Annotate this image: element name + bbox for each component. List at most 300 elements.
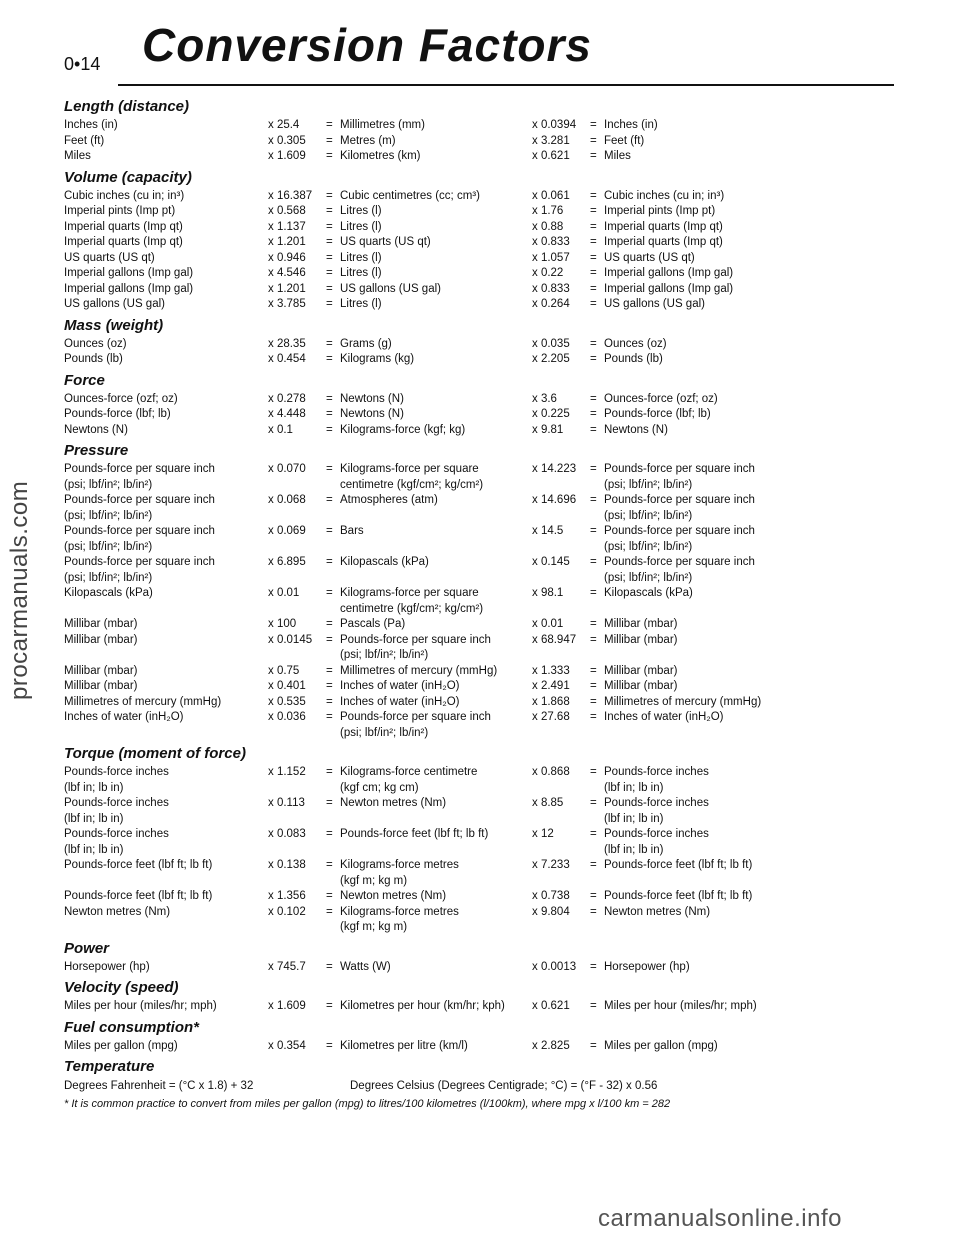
back-unit: Inches (in) [604, 119, 658, 131]
section [64, 1019, 804, 1055]
equals: = [590, 587, 597, 599]
inverse-factor: x 0.621 [532, 150, 570, 162]
from-unit: Pounds-force per square inch (psi; lbf/in²; lb/in²) [64, 463, 215, 491]
section [64, 98, 804, 165]
equals: = [326, 220, 333, 233]
to-unit: Newton metres (Nm) [340, 890, 447, 902]
back-unit: Pounds-force feet (lbf ft; lb ft) [604, 890, 753, 902]
factor: x 0.070 [268, 463, 306, 475]
table-row [64, 134, 804, 150]
from-unit: Millimetres of mercury (mmHg) [64, 695, 222, 708]
inverse-factor: x 3.6 [532, 392, 557, 405]
from-unit: Millibar (mbar) [64, 633, 138, 646]
inverse-factor: x 8.85 [532, 797, 564, 809]
table-row [64, 423, 804, 439]
equals: = [590, 134, 597, 147]
to-unit: Pascals (Pa) [340, 618, 406, 630]
equals: = [326, 633, 333, 646]
back-unit: Pounds-force inches (lbf in; lb in) [604, 797, 709, 825]
equals: = [326, 890, 333, 902]
equals: = [590, 556, 597, 568]
equals: = [590, 525, 597, 537]
to-unit: Kilometres (km) [340, 150, 421, 162]
equals: = [590, 298, 597, 310]
equals: = [590, 220, 597, 233]
from-unit: Newton metres (Nm) [64, 905, 171, 918]
table-row [64, 235, 804, 251]
page-number: 0•14 [64, 54, 101, 74]
from-unit: US quarts (US qt) [64, 251, 155, 264]
from-unit: Horsepower (hp) [64, 960, 150, 973]
factor: x 0.069 [268, 525, 306, 537]
inverse-factor: x 0.264 [532, 298, 570, 310]
inverse-factor: x 2.491 [532, 680, 570, 692]
equals: = [326, 251, 333, 264]
from-unit: Ounces-force (ozf; oz) [64, 392, 178, 405]
table-row [64, 392, 804, 408]
section-title: Fuel consumption* [64, 1018, 199, 1036]
to-unit: Kilograms-force centimetre (kgf cm; kg cm) [340, 766, 478, 794]
to-unit: Grams (g) [340, 337, 392, 350]
equals: = [326, 267, 333, 279]
to-unit: Kilograms-force per square centimetre (kgf/cm²; kg/cm²) [340, 587, 484, 615]
equals: = [590, 766, 597, 778]
back-unit: Imperial gallons (Imp gal) [604, 267, 734, 279]
side-watermark: procarmanuals.com [6, 480, 33, 700]
equals: = [326, 828, 333, 840]
inverse-factor: x 0.22 [532, 267, 564, 279]
from-unit: Pounds-force inches (lbf in; lb in) [64, 766, 169, 794]
equals: = [590, 423, 597, 436]
section [64, 317, 804, 368]
section [64, 442, 804, 741]
table-row [64, 251, 804, 267]
equals: = [590, 282, 597, 295]
back-unit: Inches of water (inH₂O) [604, 711, 724, 723]
inverse-factor: x 1.868 [532, 695, 570, 708]
to-unit: US gallons (US gal) [340, 282, 441, 295]
section [64, 940, 804, 976]
from-unit: Pounds-force feet (lbf ft; lb ft) [64, 890, 213, 902]
temperature-row [64, 1078, 804, 1094]
to-unit: US quarts (US qt) [340, 236, 431, 248]
title-rule [118, 84, 894, 86]
equals: = [326, 556, 333, 568]
back-unit: Ounces (oz) [604, 337, 667, 350]
back-unit: Millibar (mbar) [604, 664, 678, 677]
to-unit: Kilograms (kg) [340, 353, 415, 365]
table-row [64, 118, 804, 134]
to-unit: Kilograms-force metres (kgf m; kg m) [340, 905, 459, 933]
inverse-factor: x 0.035 [532, 337, 570, 350]
factor: x 100 [268, 618, 297, 630]
section [64, 169, 804, 313]
back-unit: US quarts (US qt) [604, 251, 695, 264]
table-row [64, 889, 804, 905]
inverse-factor: x 0.0394 [532, 119, 577, 131]
page-header [0, 0, 960, 90]
from-unit: Inches (in) [64, 119, 118, 131]
from-unit: Imperial gallons (Imp gal) [64, 267, 194, 279]
factor: x 0.354 [268, 1039, 306, 1052]
table-row [64, 999, 804, 1015]
from-unit: Millibar (mbar) [64, 664, 138, 677]
back-unit: Imperial gallons (Imp gal) [604, 282, 734, 295]
factor: x 745.7 [268, 960, 306, 973]
section [64, 979, 804, 1015]
factor: x 0.278 [268, 392, 306, 405]
to-unit: Watts (W) [340, 960, 391, 973]
conversion-table [64, 94, 804, 1114]
from-unit: Pounds-force inches (lbf in; lb in) [64, 797, 169, 825]
factor: x 0.535 [268, 695, 306, 708]
inverse-factor: x 1.057 [532, 251, 570, 264]
back-unit: Ounces-force (ozf; oz) [604, 392, 718, 405]
table-row [64, 586, 804, 617]
section-title: Power [64, 939, 110, 957]
table-row [64, 765, 804, 796]
to-unit: Millimetres of mercury (mmHg) [340, 664, 498, 677]
table-row [64, 827, 804, 858]
from-unit: Inches of water (inH₂O) [64, 711, 184, 723]
table-row [64, 462, 804, 493]
factor: x 0.454 [268, 353, 306, 365]
factor: x 0.401 [268, 680, 306, 692]
equals: = [590, 150, 597, 162]
inverse-factor: x 1.333 [532, 664, 570, 677]
back-unit: Kilopascals (kPa) [604, 587, 693, 599]
section-title: Force [64, 371, 105, 389]
equals: = [590, 905, 597, 918]
factor: x 0.068 [268, 494, 306, 506]
inverse-factor: x 1.76 [532, 205, 564, 217]
to-unit: Inches of water (inH₂O) [340, 695, 460, 708]
inverse-factor: x 0.833 [532, 282, 570, 295]
to-unit: Cubic centimetres (cc; cm³) [340, 189, 480, 202]
factor: x 0.083 [268, 828, 306, 840]
equals: = [326, 525, 333, 537]
inverse-factor: x 0.225 [532, 408, 570, 420]
from-unit: Millibar (mbar) [64, 680, 138, 692]
equals: = [326, 859, 333, 871]
table-row [64, 679, 804, 695]
inverse-factor: x 27.68 [532, 711, 570, 723]
to-unit: Kilograms-force per square centimetre (kgf/cm²; kg/cm²) [340, 463, 484, 491]
factor: x 0.305 [268, 134, 306, 147]
to-unit: Newtons (N) [340, 392, 404, 405]
equals: = [326, 134, 333, 147]
from-unit: Pounds-force per square inch (psi; lbf/in²; lb/in²) [64, 556, 215, 584]
factor: x 0.102 [268, 905, 306, 918]
equals: = [326, 282, 333, 295]
equals: = [590, 408, 597, 420]
equals: = [326, 408, 333, 420]
back-unit: Feet (ft) [604, 134, 645, 147]
back-unit: Pounds-force (lbf; lb) [604, 408, 711, 420]
back-unit: Imperial quarts (Imp qt) [604, 236, 723, 248]
table-row [64, 695, 804, 711]
inverse-factor: x 14.223 [532, 463, 577, 475]
back-unit: Newton metres (Nm) [604, 905, 711, 918]
equals: = [326, 150, 333, 162]
factor: x 0.138 [268, 859, 306, 871]
inverse-factor: x 0.88 [532, 220, 564, 233]
equals: = [590, 189, 597, 202]
table-row [64, 905, 804, 936]
back-unit: Miles per hour (miles/hr; mph) [604, 1000, 757, 1012]
to-unit: Litres (l) [340, 267, 382, 279]
equals: = [326, 960, 333, 973]
to-unit: Pounds-force per square inch (psi; lbf/in²; lb/in²) [340, 633, 491, 661]
table-row [64, 297, 804, 313]
inverse-factor: x 0.0013 [532, 960, 577, 973]
from-unit: Miles [64, 150, 91, 162]
back-unit: Millibar (mbar) [604, 633, 678, 646]
inverse-factor: x 9.81 [532, 423, 564, 436]
page-title: Conversion Factors [142, 19, 592, 71]
to-unit: Metres (m) [340, 134, 396, 147]
back-unit: Miles per gallon (mpg) [604, 1039, 718, 1052]
equals: = [326, 1039, 333, 1052]
factor: x 0.568 [268, 205, 306, 217]
table-row [64, 189, 804, 205]
equals: = [590, 695, 597, 708]
factor: x 25.4 [268, 119, 300, 131]
from-unit: Miles per hour (miles/hr; mph) [64, 1000, 217, 1012]
table-row [64, 493, 804, 524]
section-title: Temperature [64, 1058, 155, 1075]
inverse-factor: x 14.5 [532, 525, 564, 537]
section-title: Torque (moment of force) [64, 745, 246, 762]
table-row [64, 337, 804, 353]
table-row [64, 633, 804, 664]
from-unit: Imperial quarts (Imp qt) [64, 236, 183, 248]
table-row [64, 524, 804, 555]
inverse-factor: x 9.804 [532, 905, 570, 918]
equals: = [326, 236, 333, 248]
equals: = [590, 119, 597, 131]
inverse-factor: x 12 [532, 828, 554, 840]
from-unit: Feet (ft) [64, 134, 105, 147]
equals: = [590, 633, 597, 646]
from-unit: Pounds-force per square inch (psi; lbf/in²; lb/in²) [64, 525, 215, 553]
section-title: Pressure [64, 442, 129, 459]
to-unit: Kilometres per hour (km/hr; kph) [340, 1000, 505, 1012]
factor: x 1.201 [268, 282, 306, 295]
equals: = [590, 463, 597, 475]
equals: = [590, 494, 597, 506]
table-row [64, 352, 804, 368]
to-unit: Newton metres (Nm) [340, 797, 447, 809]
section-temperature [64, 1058, 804, 1112]
fahrenheit-formula: Degrees Fahrenheit = (°C x 1.8) + 32 [64, 1080, 254, 1092]
equals: = [590, 392, 597, 405]
table-row [64, 266, 804, 282]
factor: x 3.785 [268, 298, 306, 310]
factor: x 1.609 [268, 1000, 306, 1012]
factor: x 1.609 [268, 150, 306, 162]
inverse-factor: x 0.01 [532, 618, 564, 630]
to-unit: Millimetres (mm) [340, 119, 425, 131]
factor: x 1.356 [268, 890, 306, 902]
from-unit: Imperial quarts (Imp qt) [64, 220, 183, 233]
inverse-factor: x 2.825 [532, 1039, 570, 1052]
equals: = [590, 1039, 597, 1052]
equals: = [326, 618, 333, 630]
inverse-factor: x 98.1 [532, 587, 564, 599]
equals: = [590, 236, 597, 248]
celsius-formula: Degrees Celsius (Degrees Centigrade; °C) = (°F - 32) x 0.56 [350, 1080, 658, 1092]
equals: = [590, 353, 597, 365]
equals: = [326, 337, 333, 350]
equals: = [326, 205, 333, 217]
to-unit: Litres (l) [340, 220, 382, 233]
factor: x 1.137 [268, 220, 306, 233]
back-unit: US gallons (US gal) [604, 298, 705, 310]
to-unit: Newtons (N) [340, 408, 404, 420]
table-row [64, 149, 804, 165]
table-row [64, 282, 804, 298]
table-row [64, 858, 804, 889]
to-unit: Pounds-force feet (lbf ft; lb ft) [340, 828, 489, 840]
equals: = [590, 859, 597, 871]
back-unit: Pounds-force per square inch (psi; lbf/in²; lb/in²) [604, 494, 755, 522]
equals: = [326, 905, 333, 918]
equals: = [326, 423, 333, 436]
back-unit: Horsepower (hp) [604, 960, 690, 973]
to-unit: Atmospheres (atm) [340, 494, 438, 506]
equals: = [590, 618, 597, 630]
equals: = [326, 189, 333, 202]
from-unit: Pounds (lb) [64, 353, 123, 365]
table-row [64, 204, 804, 220]
to-unit: Litres (l) [340, 298, 382, 310]
equals: = [590, 205, 597, 217]
table-row [64, 220, 804, 236]
equals: = [590, 1000, 597, 1012]
factor: x 0.036 [268, 711, 306, 723]
factor: x 4.448 [268, 408, 306, 420]
from-unit: Pounds-force (lbf; lb) [64, 408, 171, 420]
to-unit: Kilopascals (kPa) [340, 556, 429, 568]
to-unit: Bars [340, 525, 364, 537]
factor: x 6.895 [268, 556, 306, 568]
back-unit: Pounds-force feet (lbf ft; lb ft) [604, 859, 753, 871]
back-unit: Cubic inches (cu in; in³) [604, 189, 725, 202]
equals: = [590, 797, 597, 809]
back-unit: Pounds-force inches (lbf in; lb in) [604, 828, 709, 856]
factor: x 4.546 [268, 267, 306, 279]
equals: = [326, 392, 333, 405]
from-unit: Pounds-force inches (lbf in; lb in) [64, 828, 169, 856]
equals: = [326, 695, 333, 708]
to-unit: Kilograms-force (kgf; kg) [340, 423, 466, 436]
factor: x 0.01 [268, 587, 300, 599]
from-unit: US gallons (US gal) [64, 298, 165, 310]
footnote: * It is common practice to convert from miles per gallon (mpg) to litres/100 kilometres (l/100km), where mpg x l/100 km = 282 [64, 1098, 671, 1110]
from-unit: Imperial pints (Imp pt) [64, 205, 176, 217]
equals: = [326, 353, 333, 365]
equals: = [326, 797, 333, 809]
back-unit: Pounds-force per square inch (psi; lbf/in²; lb/in²) [604, 525, 755, 553]
section-title: Velocity (speed) [64, 979, 179, 996]
equals: = [590, 251, 597, 264]
table-row [64, 1039, 804, 1055]
from-unit: Kilopascals (kPa) [64, 587, 153, 599]
equals: = [590, 267, 597, 279]
table-row [64, 664, 804, 680]
inverse-factor: x 0.868 [532, 766, 570, 778]
equals: = [326, 587, 333, 599]
inverse-factor: x 14.696 [532, 494, 577, 506]
back-unit: Pounds-force inches (lbf in; lb in) [604, 766, 709, 794]
section [64, 372, 804, 439]
inverse-factor: x 0.833 [532, 236, 570, 248]
factor: x 1.201 [268, 236, 306, 248]
to-unit: Kilometres per litre (km/l) [340, 1039, 468, 1052]
to-unit: Kilograms-force metres (kgf m; kg m) [340, 859, 459, 887]
inverse-factor: x 7.233 [532, 859, 570, 871]
inverse-factor: x 0.061 [532, 189, 570, 202]
equals: = [326, 766, 333, 778]
back-unit: Pounds-force per square inch (psi; lbf/in²; lb/in²) [604, 556, 755, 584]
equals: = [326, 119, 333, 131]
table-row [64, 710, 804, 741]
equals: = [326, 680, 333, 692]
back-unit: Miles [604, 150, 631, 162]
factor: x 28.35 [268, 337, 306, 350]
section [64, 745, 804, 936]
back-unit: Imperial quarts (Imp qt) [604, 220, 723, 233]
from-unit: Miles per gallon (mpg) [64, 1039, 178, 1052]
equals: = [326, 664, 333, 677]
back-unit: Imperial pints (Imp pt) [604, 205, 716, 217]
inverse-factor: x 0.621 [532, 1000, 570, 1012]
from-unit: Ounces (oz) [64, 337, 127, 350]
to-unit: Pounds-force per square inch (psi; lbf/in²; lb/in²) [340, 711, 491, 739]
section-title: Mass (weight) [64, 316, 164, 334]
table-row [64, 407, 804, 423]
factor: x 0.75 [268, 664, 300, 677]
equals: = [590, 337, 597, 350]
from-unit: Millibar (mbar) [64, 618, 138, 630]
factor: x 0.113 [268, 797, 305, 809]
inverse-factor: x 0.738 [532, 890, 570, 902]
equals: = [590, 890, 597, 902]
from-unit: Cubic inches (cu in; in³) [64, 189, 185, 202]
to-unit: Litres (l) [340, 205, 382, 217]
equals: = [590, 680, 597, 692]
section-title: Volume (capacity) [64, 168, 192, 186]
back-unit: Newtons (N) [604, 423, 668, 436]
back-unit: Pounds-force per square inch (psi; lbf/in²; lb/in²) [604, 463, 755, 491]
equals: = [590, 828, 597, 840]
equals: = [590, 960, 597, 973]
back-unit: Pounds (lb) [604, 353, 663, 365]
factor: x 0.0145 [268, 633, 313, 646]
table-row [64, 960, 804, 976]
from-unit: Pounds-force per square inch (psi; lbf/in²; lb/in²) [64, 494, 215, 522]
inverse-factor: x 68.947 [532, 633, 577, 646]
inverse-factor: x 0.145 [532, 556, 570, 568]
to-unit: Inches of water (inH₂O) [340, 680, 460, 692]
footer-watermark: carmanualsonline.info [598, 1205, 842, 1232]
table-row [64, 617, 804, 633]
table-row [64, 796, 804, 827]
from-unit: Pounds-force feet (lbf ft; lb ft) [64, 859, 213, 871]
back-unit: Millibar (mbar) [604, 680, 678, 692]
from-unit: Imperial gallons (Imp gal) [64, 282, 194, 295]
